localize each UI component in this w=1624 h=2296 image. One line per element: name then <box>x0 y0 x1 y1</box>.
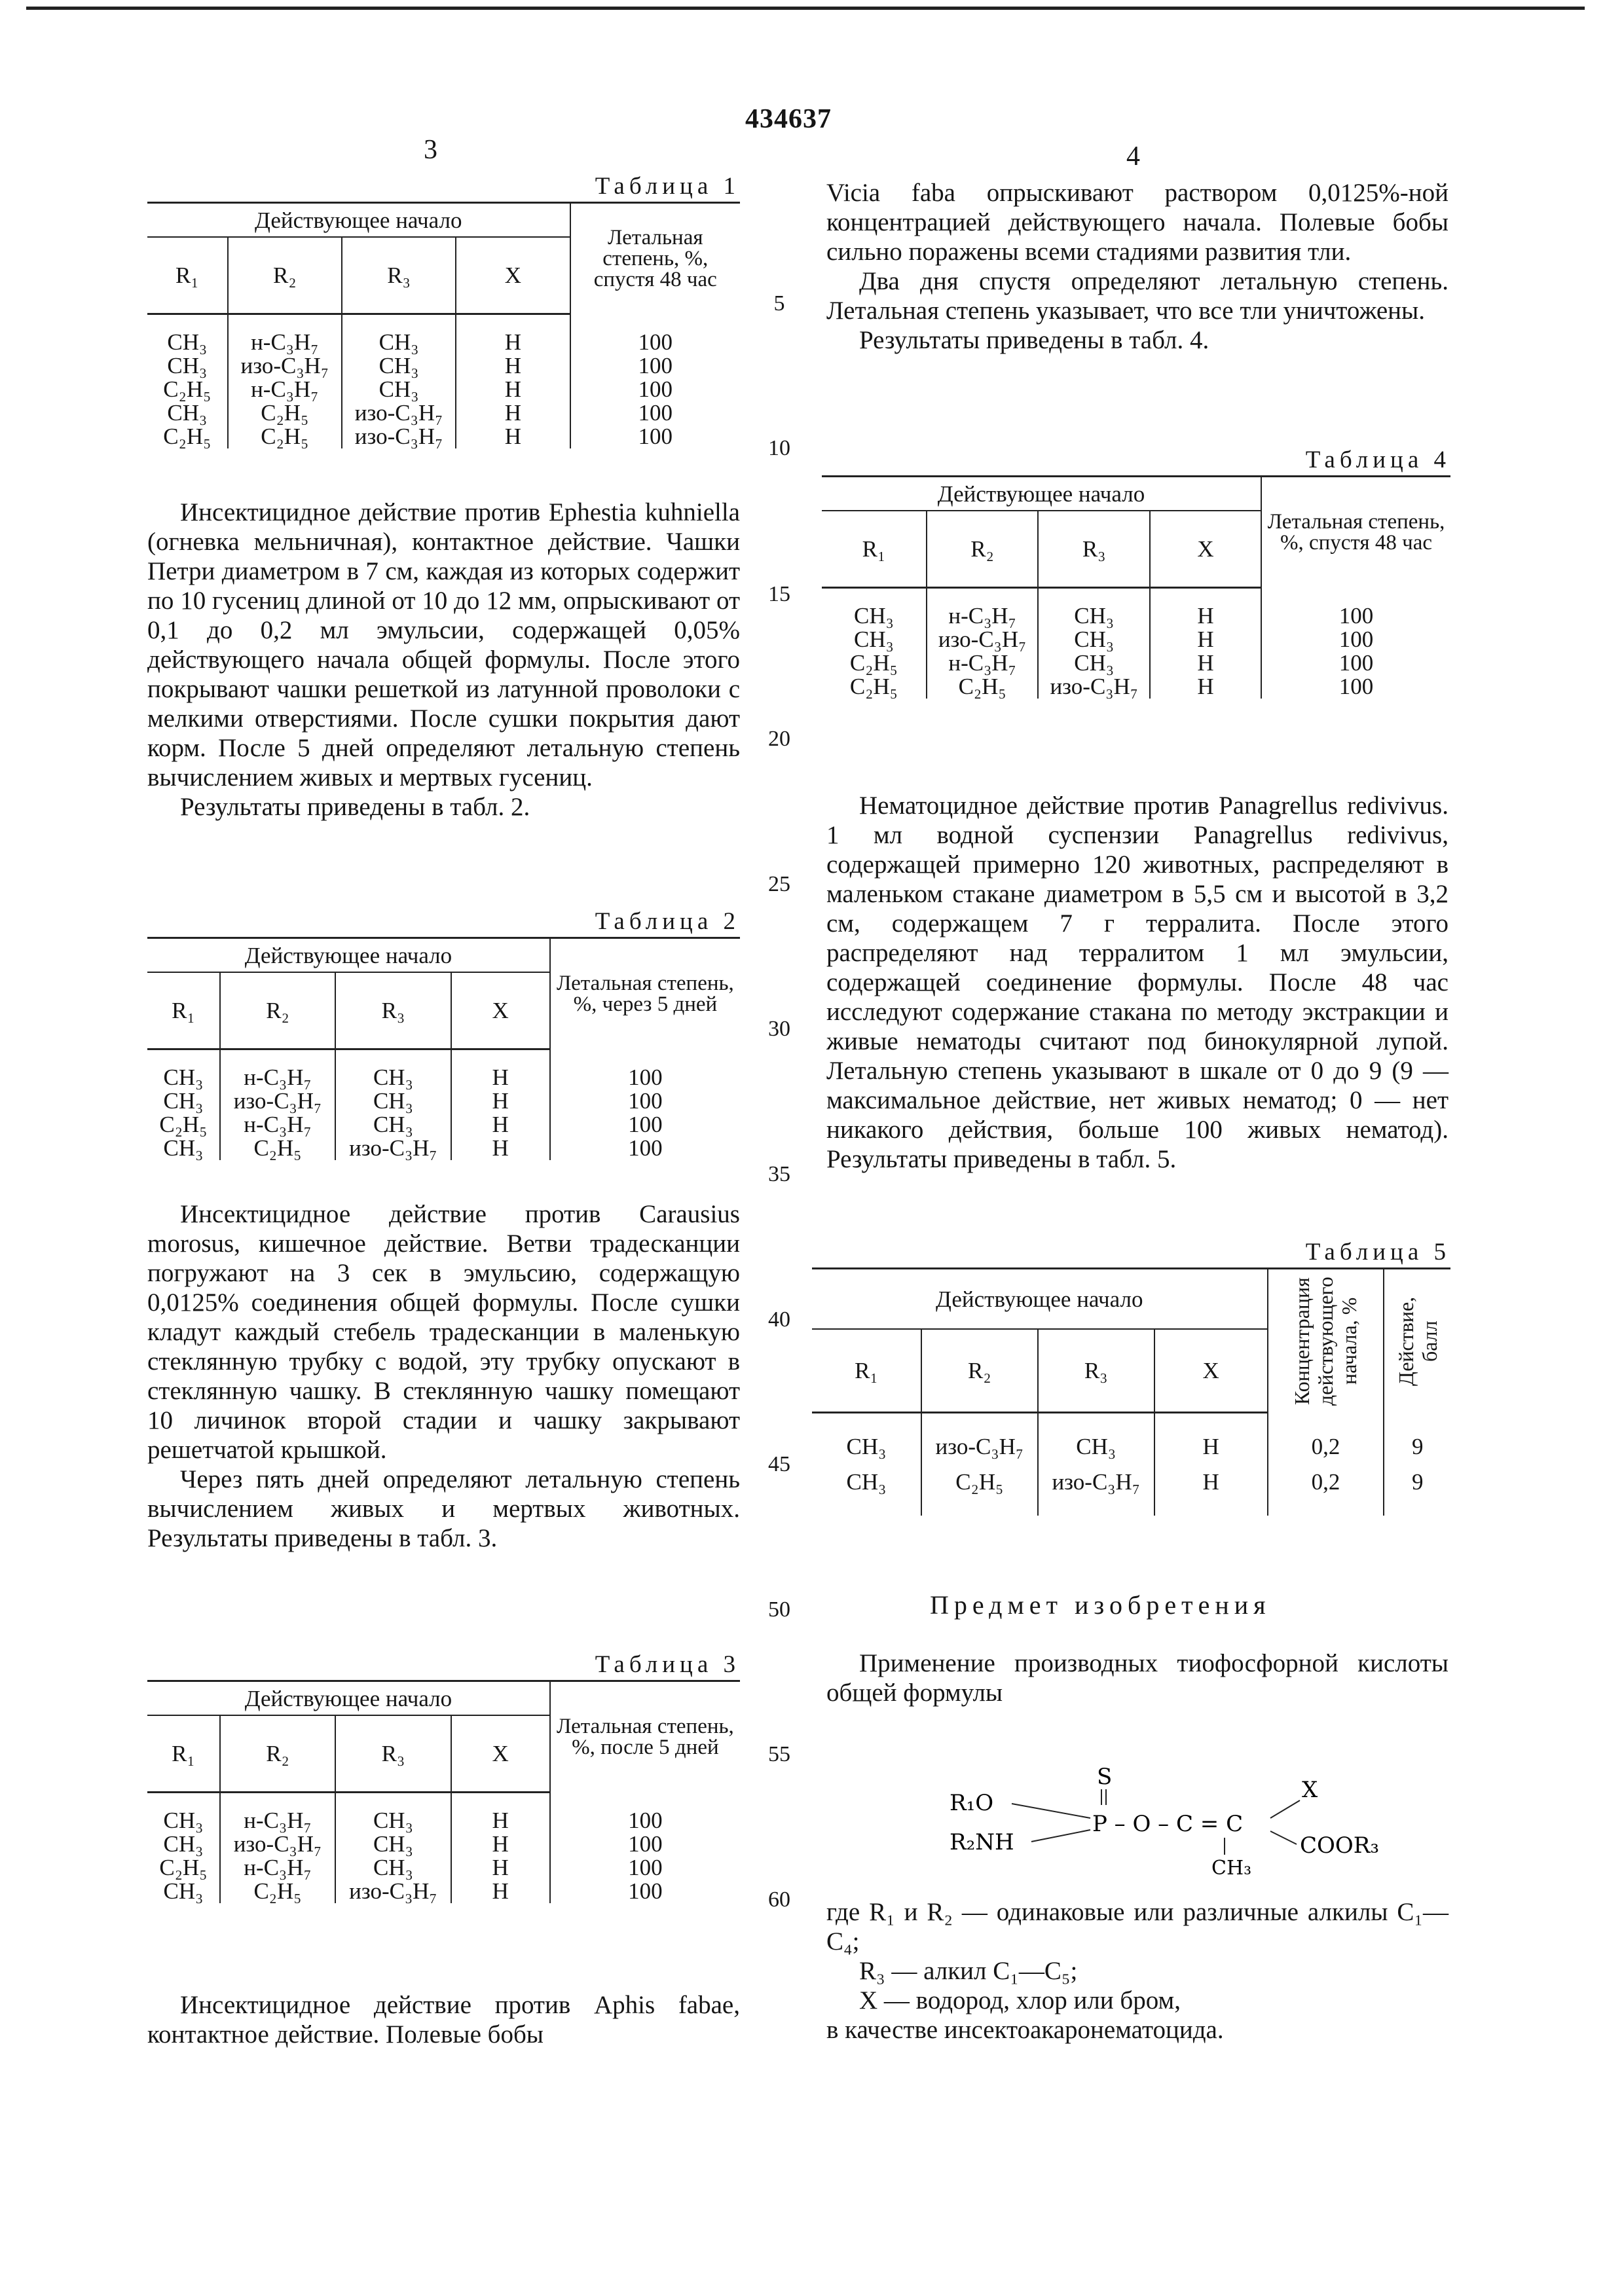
cell-value: 100 <box>638 376 673 402</box>
cell-value: 100 <box>628 1088 663 1114</box>
cell-r1: CH₃ <box>147 1066 220 1089</box>
header-r1: R₁ <box>147 972 220 1049</box>
paragraph-vicia <box>826 178 1449 355</box>
cell-r3: изо-C₃H₇ <box>342 425 456 448</box>
cell-r3: изо-C₃H₇ <box>1038 675 1150 699</box>
header-group: Действующее начало <box>147 1681 550 1716</box>
header-r2: R₂ <box>228 237 342 314</box>
cell-r1: C₂H₅ <box>147 425 228 448</box>
cell-x: H <box>456 378 570 401</box>
definition-use: в качестве инсектоакаронематоцида. <box>826 2016 1224 2044</box>
cell-concentration: 0,2 <box>1268 1429 1384 1465</box>
line-number: 35 <box>768 1162 790 1186</box>
header-r3: R₃ <box>335 972 451 1049</box>
line-number: 20 <box>768 727 790 751</box>
cell-value: 100 <box>628 1065 663 1090</box>
cell-r2: C₂H₅ <box>220 1137 335 1160</box>
formula-bond <box>1270 1831 1297 1844</box>
cell-r1: C₂H₅ <box>147 1113 220 1137</box>
paragraph-text: Применение производных тиофосфорной кислоты общей формулы <box>826 1649 1449 1707</box>
table-caption: Таблица 4 <box>1305 446 1450 473</box>
cell-r2: н-C₃H₇ <box>220 1809 335 1832</box>
cell-r3: изо-C₃H₇ <box>335 1880 451 1903</box>
cell-x: H <box>456 425 570 448</box>
cell-r1: CH₃ <box>147 1880 220 1903</box>
cell-r1: C₂H₅ <box>822 675 927 699</box>
cell-concentration: 0,2 <box>1268 1465 1384 1500</box>
cell-r2: н-C₃H₇ <box>927 604 1039 628</box>
cell-x: H <box>1150 675 1261 699</box>
header-r3: R₃ <box>335 1715 451 1793</box>
cell-r2: изо-C₃H₇ <box>228 354 342 378</box>
table-row <box>822 651 1450 675</box>
cell-x: H <box>451 1089 550 1113</box>
line-number: 55 <box>768 1742 790 1766</box>
cell-value: 100 <box>1338 603 1374 629</box>
cell-x: H <box>451 1809 550 1832</box>
header-effect-text: Действие, балл <box>1393 1296 1441 1386</box>
table-row <box>147 1880 740 1903</box>
paragraph-panagrellus <box>826 791 1449 1174</box>
cell-x: H <box>451 1880 550 1903</box>
header-group: Действующее начало <box>822 477 1261 511</box>
patent-number: 434637 <box>745 104 832 134</box>
header-lethal: Летальная степень, %, спустя 48 час <box>593 226 717 292</box>
definition-x: X — водород, хлор или бром, <box>859 1986 1181 2014</box>
cell-value: 100 <box>628 1878 663 1904</box>
paragraph-text: Инсектицидное действие против Aphis fabae, контактное действие. Полевые бобы <box>147 1991 740 2049</box>
cell-r3: CH₃ <box>342 331 456 354</box>
table-row <box>147 1856 740 1880</box>
cell-r2: н-C₃H₇ <box>228 378 342 401</box>
cell-r3: CH₃ <box>335 1089 451 1113</box>
formula-s: S <box>1097 1764 1113 1790</box>
cell-x: H <box>451 1066 550 1089</box>
top-rule <box>26 7 1585 10</box>
cell-effect: 9 <box>1411 1434 1424 1459</box>
cell-r1: CH₃ <box>147 1089 220 1113</box>
cell-r3: CH₃ <box>335 1832 451 1856</box>
line-number: 45 <box>768 1452 790 1476</box>
paragraph-text: Инсектицидное действие против Ephestia kuhniella (огневка мельничная), контактное действие. Чашки Петри диаметром в 7 см, каждая из которых содержит по 10 гусениц длиной от 10 до 12 мм, опрыскивают от 0,1 до 0,2 мл эмульсии, содержащей 0,05% действующего начала общей формулы. После этого покрывают чашки решеткой из латунной проволоки с мелкими отверстиями. После сушки покрытия дают корм. После 5 дней определяют летальную степень вычислением живых и мертвых гусениц. <box>147 498 740 792</box>
header-x: X <box>1150 511 1261 588</box>
formula-bond <box>1012 1804 1090 1818</box>
paragraph-ephestia <box>147 498 740 822</box>
cell-x: H <box>1150 651 1261 675</box>
claims-intro <box>826 1649 1449 1707</box>
definition-r3: R₃ — алкил C₁—C₅; <box>859 1957 1078 1985</box>
table-row <box>147 378 740 401</box>
formula-x: X <box>1302 1777 1318 1803</box>
cell-x: H <box>1154 1465 1268 1500</box>
header-concentration <box>1268 1269 1384 1413</box>
cell-r3: CH₃ <box>1038 628 1150 651</box>
cell-r1: CH₃ <box>147 1809 220 1832</box>
page-number-left: 3 <box>424 135 437 165</box>
header-r3: R₃ <box>1038 1329 1154 1413</box>
cell-value: 100 <box>1338 627 1374 652</box>
cell-x: H <box>451 1113 550 1137</box>
header-effect <box>1384 1269 1450 1413</box>
table-row <box>147 1809 740 1832</box>
header-r2: R₂ <box>220 972 335 1049</box>
cell-r1: C₂H₅ <box>147 378 228 401</box>
header-r3: R₃ <box>342 237 456 314</box>
paragraph-text: Инсектицидное действие против Carausius morosus, кишечное действие. Ветви традесканции погружают на 3 сек в эмульсию, содержащую 0,0125% соединения общей формулы. После сушки кладут каждый стебель традесканции в маленькую стеклянную трубку с водой, эту трубку опускают в стеклянную чашку. В стеклянную чашку помещают 10 личинок второй стадии и чашку закрывают решетчатой крышкой. <box>147 1200 740 1464</box>
formula-r2nh: R₂NH <box>950 1829 1014 1855</box>
header-r2: R₂ <box>927 511 1039 588</box>
cell-r2: н-C₃H₇ <box>220 1066 335 1089</box>
cell-value: 100 <box>638 424 673 449</box>
table-row <box>822 628 1450 651</box>
table-row <box>822 604 1450 628</box>
paragraph-text: Нематоцидное действие против Panagrellus redivivus. 1 мл водной суспензии Panagrellus redivivus, содержащей примерно 120 животных, распределяют в маленьком стакане диаметром в 5,5 см и высотой в 3,2 см, содержащем 7 г терралита. После этого распределяют над терралитом 1 мл эмульсии, содержащей соединение формулы. После 48 час исследуют содержание стакана по методу экстракции и живые нематоды считают под бинокулярной лупой. Летальную степень указывают в шкале от 0 до 9 (9 — максимальное действие, нет живых нематод; 0 — нет никакого действия, больше 100 живых нематод). Результаты приведены в табл. 5. <box>826 792 1449 1173</box>
paragraph-text: Через пять дней определяют летальную степень вычислением живых и мертвых животных. Результаты приведены в табл. 3. <box>147 1465 740 1552</box>
claims-title: Предмет изобретения <box>930 1590 1271 1620</box>
header-lethal: Летальная степень, %, спустя 48 час <box>1267 510 1445 555</box>
table-row <box>147 1113 740 1137</box>
cell-r1: CH₃ <box>147 1137 220 1160</box>
cell-value: 100 <box>628 1831 663 1857</box>
cell-x: H <box>451 1856 550 1880</box>
line-number: 25 <box>768 872 790 896</box>
header-x: X <box>451 972 550 1049</box>
claims-definitions <box>826 1897 1449 2045</box>
cell-value: 100 <box>1338 650 1374 676</box>
cell-r2: изо-C₃H₇ <box>927 628 1039 651</box>
formula-ch3: CH₃ <box>1211 1857 1252 1876</box>
table-row <box>812 1429 1450 1465</box>
cell-r1: C₂H₅ <box>147 1856 220 1880</box>
cell-x: H <box>1150 604 1261 628</box>
cell-r1: CH₃ <box>147 331 228 354</box>
paragraph-text: Результаты приведены в табл. 4. <box>859 326 1209 354</box>
cell-r3: CH₃ <box>335 1809 451 1832</box>
page-number-right: 4 <box>1126 141 1140 172</box>
cell-value: 100 <box>628 1135 663 1161</box>
cell-r2: н-C₃H₇ <box>220 1113 335 1137</box>
table-caption: Таблица 5 <box>1305 1239 1450 1266</box>
cell-value: 100 <box>638 353 673 378</box>
cell-r1: CH₃ <box>812 1429 921 1465</box>
header-group: Действующее начало <box>812 1269 1268 1330</box>
definition-r1r2: где R₁ и R₂ — одинаковые или различные алкилы C₁—C₄; <box>826 1898 1449 1956</box>
table-caption: Таблица 2 <box>595 908 740 935</box>
table-4 <box>822 445 1450 699</box>
line-number: 50 <box>768 1597 790 1622</box>
header-r2: R₂ <box>220 1715 335 1793</box>
cell-r2: н-C₃H₇ <box>927 651 1039 675</box>
cell-value: 100 <box>628 1808 663 1833</box>
paragraph-text: Два дня спустя определяют летальную степень. Летальная степень указывает, что все тли уничтожены. <box>826 267 1449 325</box>
table-row <box>147 354 740 378</box>
cell-r2: C₂H₅ <box>927 675 1039 699</box>
table-row <box>147 1137 740 1160</box>
paragraph-aphis <box>147 1990 740 2049</box>
cell-r1: CH₃ <box>822 628 927 651</box>
line-number: 40 <box>768 1307 790 1332</box>
table-row <box>147 1089 740 1113</box>
line-number: 10 <box>768 436 790 460</box>
table-row <box>147 401 740 425</box>
header-x: X <box>451 1715 550 1793</box>
table-row <box>822 675 1450 699</box>
header-concentration-text: Концентрация действующего начала, % <box>1290 1276 1361 1406</box>
cell-r3: CH₃ <box>1038 1429 1154 1465</box>
cell-r1: CH₃ <box>822 604 927 628</box>
cell-r3: CH₃ <box>1038 651 1150 675</box>
table-caption: Таблица 1 <box>595 173 740 200</box>
formula-r1o: R₁O <box>950 1790 994 1816</box>
line-number: 60 <box>768 1887 790 1912</box>
formula-bond <box>1031 1830 1090 1842</box>
header-group: Действующее начало <box>147 938 550 973</box>
line-number: 15 <box>768 582 790 606</box>
table-2 <box>147 907 740 1160</box>
table-row <box>147 425 740 448</box>
cell-r3: изо-C₃H₇ <box>335 1137 451 1160</box>
formula-core: P – O – C = C <box>1092 1811 1244 1837</box>
header-lethal: Летальная степень, %, через 5 дней <box>557 972 734 1017</box>
header-r1: R₁ <box>147 1715 220 1793</box>
header-group: Действующее начало <box>147 203 570 238</box>
cell-x: H <box>1154 1429 1268 1465</box>
cell-r1: CH₃ <box>147 354 228 378</box>
cell-x: H <box>456 401 570 425</box>
cell-r3: CH₃ <box>335 1113 451 1137</box>
cell-r3: CH₃ <box>1038 604 1150 628</box>
cell-r3: CH₃ <box>335 1856 451 1880</box>
cell-value: 100 <box>638 400 673 426</box>
cell-effect: 9 <box>1411 1469 1424 1495</box>
cell-value: 100 <box>638 329 673 355</box>
cell-value: 100 <box>1338 674 1374 699</box>
cell-r2: н-C₃H₇ <box>228 331 342 354</box>
formula-drawing <box>950 1758 1421 1876</box>
formula-coor: COOR₃ <box>1300 1832 1379 1859</box>
table-5 <box>812 1237 1450 1516</box>
cell-r2: C₂H₅ <box>228 425 342 448</box>
cell-r2: изо-C₃H₇ <box>220 1832 335 1856</box>
cell-r2: C₂H₅ <box>228 401 342 425</box>
table-row <box>812 1465 1450 1500</box>
header-x: X <box>1154 1329 1268 1413</box>
cell-r3: CH₃ <box>342 378 456 401</box>
paragraph-text: Vicia faba опрыскивают раствором 0,0125%-ной концентрацией действующего начала. Полевые бобы сильно поражены всеми стадиями развития тли. <box>826 179 1449 266</box>
line-number: 5 <box>773 291 785 316</box>
cell-r2: изо-C₃H₇ <box>921 1429 1038 1465</box>
cell-x: H <box>451 1137 550 1160</box>
table-3 <box>147 1650 740 1903</box>
cell-r2: C₂H₅ <box>220 1880 335 1903</box>
formula-bond <box>1270 1800 1300 1818</box>
table-row <box>147 1832 740 1856</box>
header-lethal: Летальная степень, %, после 5 дней <box>557 1715 734 1760</box>
cell-r1: CH₃ <box>147 401 228 425</box>
cell-r2: изо-C₃H₇ <box>220 1089 335 1113</box>
cell-value: 100 <box>628 1112 663 1137</box>
cell-r1: C₂H₅ <box>822 651 927 675</box>
paragraph-text: Результаты приведены в табл. 2. <box>180 793 530 821</box>
table-row <box>147 331 740 354</box>
cell-x: H <box>456 354 570 378</box>
paragraph-carausius <box>147 1199 740 1553</box>
header-r3: R₃ <box>1038 511 1150 588</box>
line-number: 30 <box>768 1017 790 1041</box>
header-r1: R₁ <box>147 237 228 314</box>
table-1 <box>147 172 740 448</box>
cell-x: H <box>456 331 570 354</box>
cell-r2: C₂H₅ <box>921 1465 1038 1500</box>
cell-x: H <box>1150 628 1261 651</box>
table-caption: Таблица 3 <box>595 1651 740 1678</box>
cell-r1: CH₃ <box>147 1832 220 1856</box>
chemical-formula <box>950 1758 1421 1876</box>
cell-r2: н-C₃H₇ <box>220 1856 335 1880</box>
cell-value: 100 <box>628 1855 663 1880</box>
cell-r3: CH₃ <box>335 1066 451 1089</box>
table-row <box>147 1066 740 1089</box>
cell-x: H <box>451 1832 550 1856</box>
header-r1: R₁ <box>822 511 927 588</box>
cell-r1: CH₃ <box>812 1465 921 1500</box>
header-x: X <box>456 237 570 314</box>
cell-r3: CH₃ <box>342 354 456 378</box>
cell-r3: изо-C₃H₇ <box>342 401 456 425</box>
cell-r3: изо-C₃H₇ <box>1038 1465 1154 1500</box>
header-r1: R₁ <box>812 1329 921 1413</box>
header-r2: R₂ <box>921 1329 1038 1413</box>
